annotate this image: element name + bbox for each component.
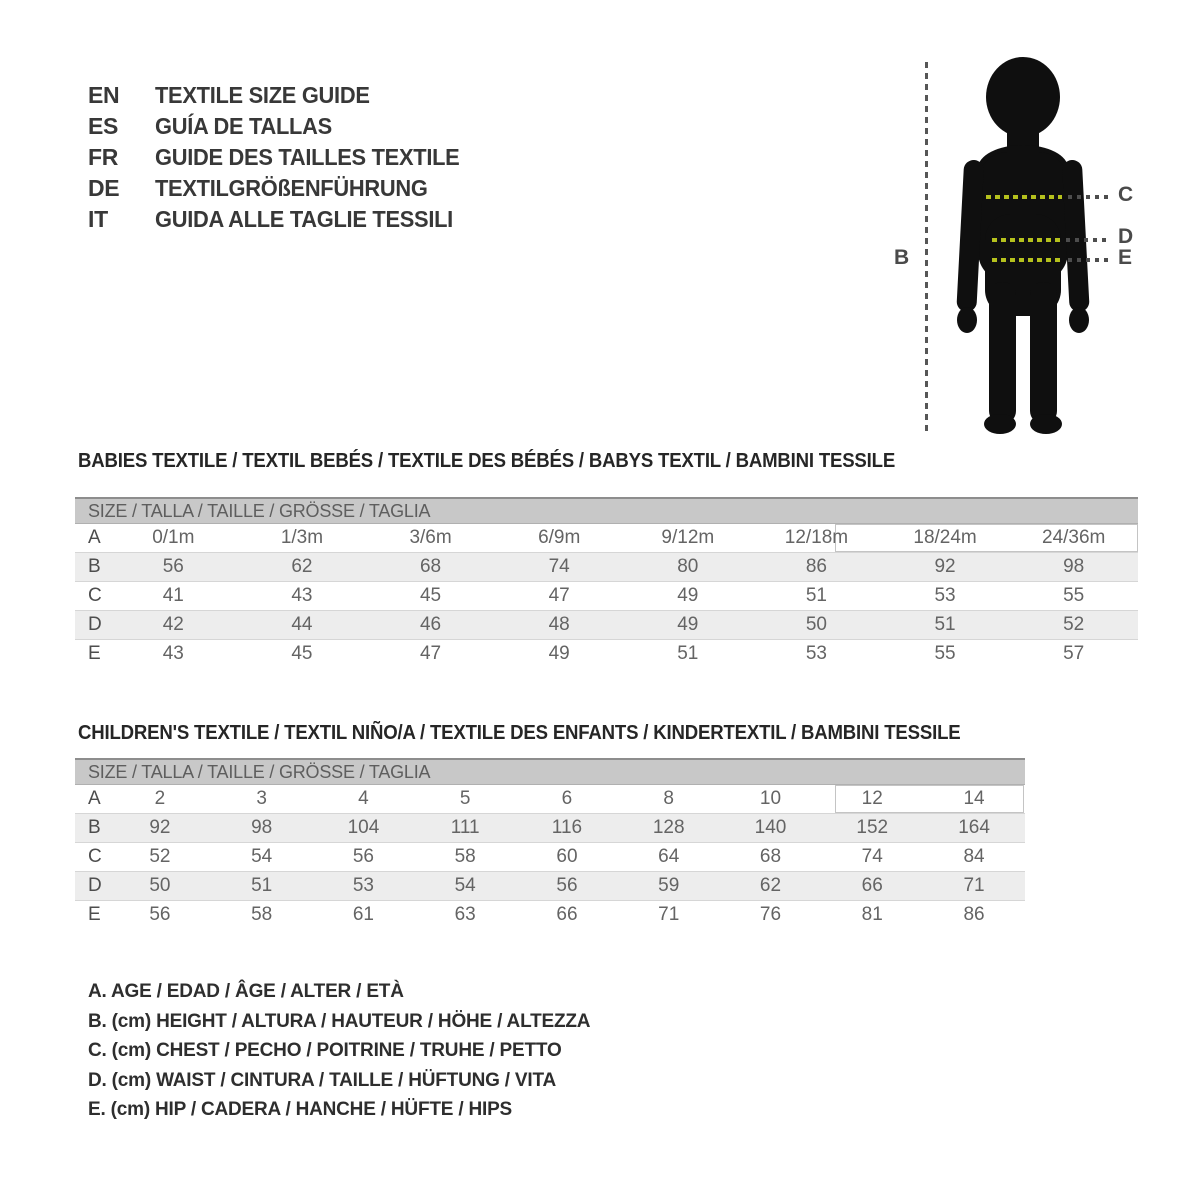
size-value-cell: 56 bbox=[516, 872, 618, 901]
size-value-cell: 0/1m bbox=[152, 527, 195, 548]
table-row bbox=[75, 872, 1025, 901]
size-value-cell: 54 bbox=[414, 872, 516, 901]
size-value-cell: 51 bbox=[881, 611, 1010, 640]
legend-hip: E. (cm) HIP / CADERA / HANCHE / HÜFTE / HIPS bbox=[88, 1099, 513, 1121]
size-value-cell: 81 bbox=[821, 901, 923, 930]
babies-section-heading: BABIES TEXTILE / TEXTIL BEBÉS / TEXTILE DES BÉBÉS / BABYS TEXTIL / BAMBINI TESSILE bbox=[78, 450, 896, 472]
measurement-figure bbox=[880, 48, 1190, 450]
size-value-cell: 86 bbox=[752, 553, 881, 582]
size-value-cell: 5 bbox=[459, 788, 471, 809]
height-dotted-line bbox=[925, 62, 928, 434]
size-value-cell: 63 bbox=[414, 901, 516, 930]
size-value-cell: 52 bbox=[109, 843, 211, 872]
row-letter: D bbox=[75, 872, 109, 901]
children-table-body bbox=[75, 785, 1025, 929]
size-value-cell: 48 bbox=[495, 611, 624, 640]
guide-title-fr: GUIDE DES TAILLES TEXTILE bbox=[155, 144, 460, 170]
size-value-cell: 58 bbox=[211, 901, 313, 930]
size-value-cell: 46 bbox=[366, 611, 495, 640]
waist-measure-line bbox=[992, 238, 1060, 242]
size-value-cell: 61 bbox=[313, 901, 415, 930]
row-letter: B bbox=[75, 814, 109, 843]
size-value-cell: 42 bbox=[109, 611, 238, 640]
size-value-cell: 49 bbox=[624, 582, 753, 611]
legend-waist: D. (cm) WAIST / CINTURA / TAILLE / HÜFTUNG / VITA bbox=[88, 1069, 556, 1091]
size-value-cell: 50 bbox=[109, 872, 211, 901]
language-list bbox=[88, 80, 476, 235]
size-value-cell: 111 bbox=[414, 814, 516, 843]
size-value-cell: 92 bbox=[881, 553, 1010, 582]
language-row-fr bbox=[88, 142, 476, 173]
size-value-cell: 58 bbox=[414, 843, 516, 872]
size-value-cell: 64 bbox=[618, 843, 720, 872]
legend-age: A. AGE / EDAD / ÂGE / ALTER / ETÀ bbox=[88, 981, 404, 1002]
size-header-bar: SIZE / TALLA / TAILLE / GRÖSSE / TAGLIA bbox=[75, 758, 1025, 785]
size-value-cell: 6/9m bbox=[538, 527, 581, 548]
size-value-cell: 59 bbox=[618, 872, 720, 901]
guide-title-it: GUIDA ALLE TAGLIE TESSILI bbox=[155, 206, 453, 232]
size-value-cell: 56 bbox=[313, 843, 415, 872]
size-value-cell: 44 bbox=[238, 611, 367, 640]
size-value-cell: 116 bbox=[516, 814, 618, 843]
language-code: DE bbox=[88, 175, 120, 201]
legend-height: B. (cm) HEIGHT / ALTURA / HAUTEUR / HÖHE / ALTEZZA bbox=[88, 1010, 591, 1032]
size-value-cell: 55 bbox=[1009, 582, 1138, 611]
chest-measure-line bbox=[986, 195, 1062, 199]
size-value-cell: 14 bbox=[963, 788, 985, 809]
size-value-cell: 56 bbox=[109, 553, 238, 582]
size-value-cell: 52 bbox=[1009, 611, 1138, 640]
chest-leader-line bbox=[1068, 195, 1108, 199]
size-value-cell: 152 bbox=[821, 814, 923, 843]
table-row bbox=[75, 582, 1138, 611]
language-code: EN bbox=[88, 82, 120, 108]
child-silhouette bbox=[945, 56, 1105, 438]
size-value-cell: 24/36m bbox=[1042, 527, 1106, 548]
waist-letter: D bbox=[1118, 225, 1134, 248]
babies-table-body bbox=[75, 524, 1138, 668]
height-letter: B bbox=[894, 246, 910, 269]
row-letter: A bbox=[88, 527, 101, 548]
size-value-cell: 12 bbox=[861, 788, 883, 809]
size-value-cell: 4 bbox=[358, 788, 369, 809]
size-value-cell: 55 bbox=[881, 640, 1010, 669]
size-value-cell: 98 bbox=[1009, 553, 1138, 582]
language-row-es bbox=[88, 111, 476, 142]
row-letter: B bbox=[75, 553, 109, 582]
size-value-cell: 92 bbox=[109, 814, 211, 843]
row-letter: C bbox=[75, 843, 109, 872]
size-value-cell: 74 bbox=[495, 553, 624, 582]
size-value-cell: 53 bbox=[752, 640, 881, 669]
size-value-cell: 6 bbox=[561, 788, 573, 809]
size-value-cell: 98 bbox=[211, 814, 313, 843]
hip-measure-line bbox=[992, 258, 1064, 262]
language-code: IT bbox=[88, 206, 108, 232]
size-value-cell: 71 bbox=[618, 901, 720, 930]
size-value-cell: 51 bbox=[752, 582, 881, 611]
size-value-cell: 54 bbox=[211, 843, 313, 872]
size-value-cell: 68 bbox=[366, 553, 495, 582]
language-row-it bbox=[88, 204, 476, 235]
table-row bbox=[75, 611, 1138, 640]
size-value-cell: 66 bbox=[821, 872, 923, 901]
size-value-cell: 41 bbox=[109, 582, 238, 611]
row-letter: C bbox=[75, 582, 109, 611]
children-section-heading: CHILDREN'S TEXTILE / TEXTIL NIÑO/A / TEXTILE DES ENFANTS / KINDERTEXTIL / BAMBINI TESSILE bbox=[78, 722, 961, 744]
guide-title-es: GUÍA DE TALLAS bbox=[155, 113, 332, 139]
size-value-cell: 74 bbox=[821, 843, 923, 872]
table-row bbox=[75, 843, 1025, 872]
size-header-bar: SIZE / TALLA / TAILLE / GRÖSSE / TAGLIA bbox=[75, 497, 1138, 524]
size-value-cell: 57 bbox=[1009, 640, 1138, 669]
row-letter: D bbox=[75, 611, 109, 640]
size-value-cell: 18/24m bbox=[913, 527, 977, 548]
row-letter: E bbox=[75, 640, 109, 669]
guide-title-en: TEXTILE SIZE GUIDE bbox=[155, 82, 370, 108]
row-letter: A bbox=[88, 788, 101, 809]
language-code: ES bbox=[88, 113, 119, 139]
table-row bbox=[75, 553, 1138, 582]
size-value-cell: 51 bbox=[624, 640, 753, 669]
size-value-cell: 50 bbox=[752, 611, 881, 640]
size-value-cell: 2 bbox=[154, 788, 166, 809]
size-value-cell: 53 bbox=[313, 872, 415, 901]
size-value-cell: 1/3m bbox=[280, 527, 324, 548]
size-value-cell: 68 bbox=[720, 843, 822, 872]
size-value-cell: 45 bbox=[366, 582, 495, 611]
size-value-cell: 10 bbox=[759, 788, 782, 809]
babies-size-table bbox=[75, 497, 1138, 668]
size-value-cell: 62 bbox=[720, 872, 822, 901]
size-value-cell: 62 bbox=[238, 553, 367, 582]
size-value-cell: 128 bbox=[618, 814, 720, 843]
size-value-cell: 3/6m bbox=[409, 527, 452, 548]
language-code: FR bbox=[88, 144, 119, 170]
size-value-cell: 43 bbox=[109, 640, 238, 669]
size-value-cell: 140 bbox=[720, 814, 822, 843]
size-value-cell: 86 bbox=[923, 901, 1025, 930]
size-value-cell: 51 bbox=[211, 872, 313, 901]
size-value-cell: 12/18m bbox=[784, 527, 849, 548]
size-value-cell: 49 bbox=[495, 640, 624, 669]
size-value-cell: 8 bbox=[663, 788, 674, 809]
size-value-cell: 164 bbox=[923, 814, 1025, 843]
language-row-de bbox=[88, 173, 476, 204]
size-value-cell: 49 bbox=[624, 611, 753, 640]
size-value-cell: 104 bbox=[313, 814, 415, 843]
row-letter: E bbox=[75, 901, 109, 930]
size-value-cell: 45 bbox=[238, 640, 367, 669]
size-value-cell: 76 bbox=[720, 901, 822, 930]
table-row bbox=[75, 901, 1025, 930]
size-value-cell: 60 bbox=[516, 843, 618, 872]
size-value-cell: 9/12m bbox=[661, 527, 715, 548]
language-row-en bbox=[88, 80, 476, 111]
waist-leader-line bbox=[1066, 238, 1108, 242]
size-value-cell: 66 bbox=[516, 901, 618, 930]
size-value-cell: 3 bbox=[256, 788, 267, 809]
measurement-legend bbox=[88, 977, 590, 1125]
guide-title-de: TEXTILGRÖßENFÜHRUNG bbox=[155, 175, 428, 201]
size-value-cell: 56 bbox=[109, 901, 211, 930]
size-value-cell: 47 bbox=[366, 640, 495, 669]
size-value-cell: 84 bbox=[923, 843, 1025, 872]
size-value-cell: 80 bbox=[624, 553, 753, 582]
table-row bbox=[75, 524, 1138, 553]
table-row bbox=[75, 640, 1138, 669]
hip-letter: E bbox=[1118, 246, 1133, 269]
chest-letter: C bbox=[1118, 183, 1134, 206]
children-size-table bbox=[75, 758, 1025, 929]
size-value-cell: 53 bbox=[881, 582, 1010, 611]
size-value-cell: 47 bbox=[495, 582, 624, 611]
legend-chest: C. (cm) CHEST / PECHO / POITRINE / TRUHE / PETTO bbox=[88, 1040, 562, 1062]
size-value-cell: 71 bbox=[923, 872, 1025, 901]
size-value-cell: 43 bbox=[238, 582, 367, 611]
hip-leader-line bbox=[1068, 258, 1108, 262]
table-row bbox=[75, 814, 1025, 843]
table-row bbox=[75, 785, 1025, 814]
